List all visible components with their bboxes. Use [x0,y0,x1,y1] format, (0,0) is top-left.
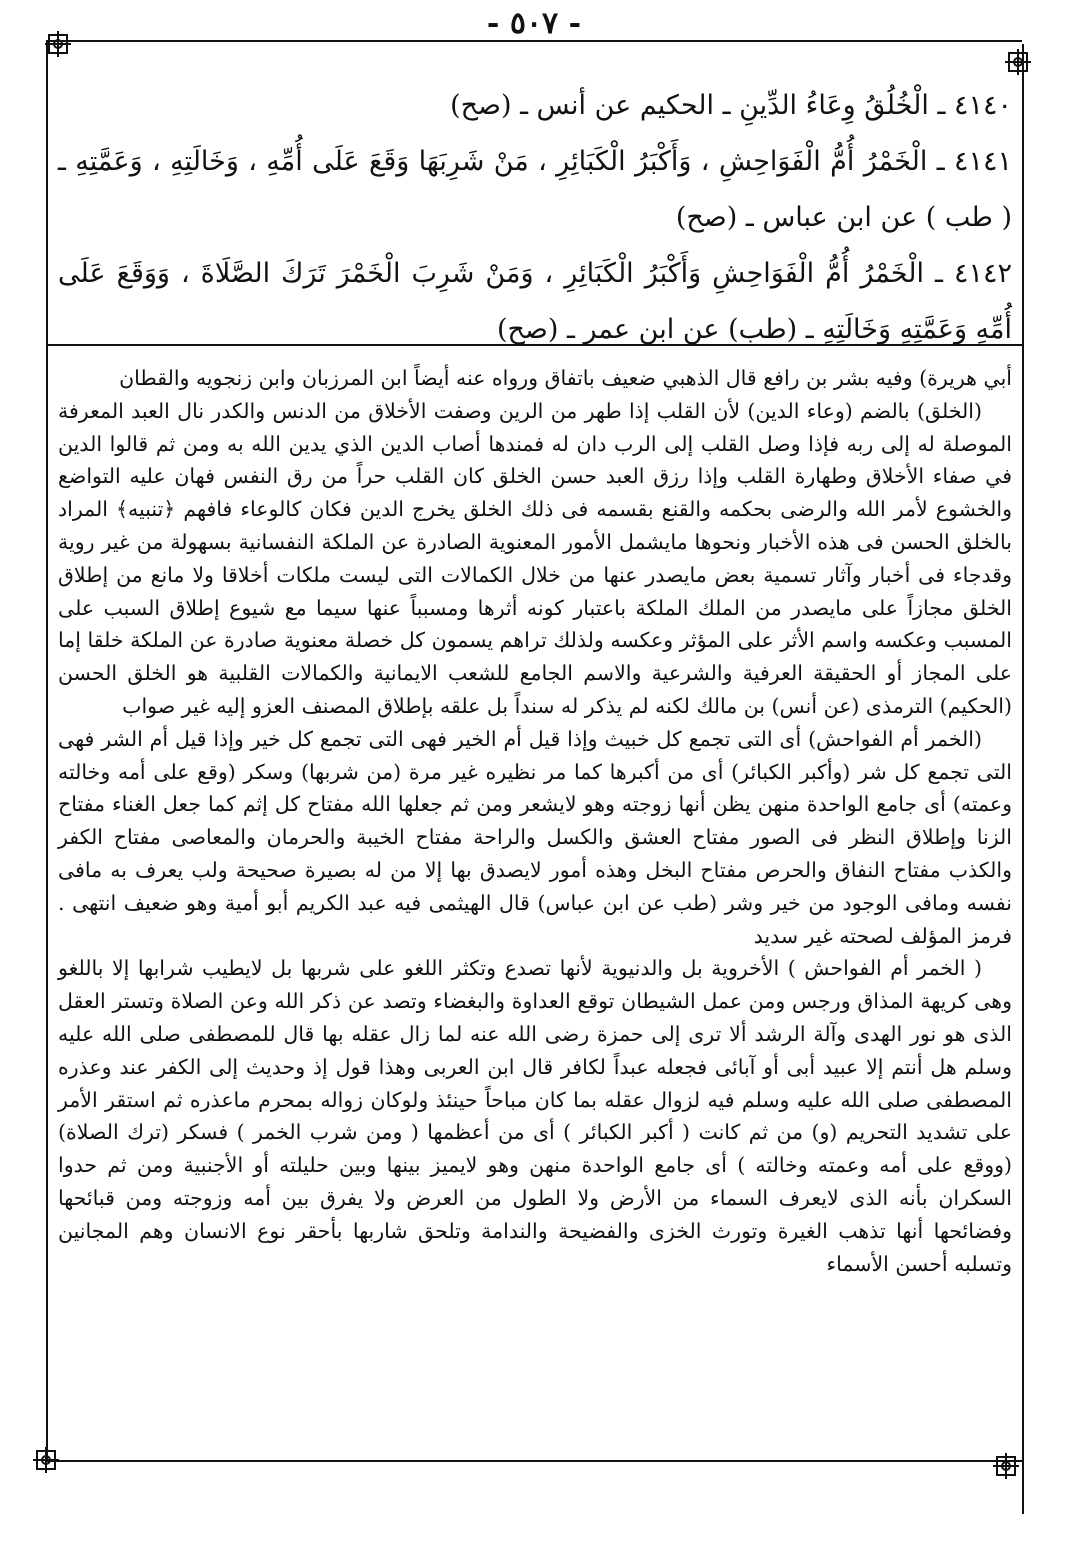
commentary-paragraph: (الخمر أم الفواحش) أى التى تجمع كل خبيث وإذا قيل أم الخير فهى التى تجمع كل خير وإذا قيل أم الشر فهى التى تجمع كل شر (وأكبر الكبائر) أى من أكبرها كما مر نظيره غير مرة (من شربها) وسكر (وقع على أمه وخالته وعمته) أى جامع الواحدة منهن يظن أنها زوجته وهو لايشعر ومن ثم جعلها الله مفتاح كل إثم كما جعل الغناء مفتاح الزنا وإطلاق النظر فى الصور مفتاح العشق والكسل والراحة مفتاح الخيبة والحرمان والمعاصى مفتاح الكفر والكذب مفتاح النفاق والحرص مفتاح البخل وهذه أمور لايصدق بها إلا من له بصيرة صحيحة ولب يعرف به مافى نفسه ومافى الوجود من خير وشر (طب عن ابن عباس) قال الهيثمى فيه عبد الكريم أبو أمية وهو ضعيف انتهى . فرمز المؤلف لصحته غير سديد [58,726,1012,948]
corner-ornament-icon [44,30,72,58]
frame-left-border [46,40,48,1460]
corner-ornament-icon [992,1452,1020,1480]
commentary-paragraph: (الخلق) بالضم (وعاء الدين) لأن القلب إذا طهر من الرين وصفت الأخلاق من الدنس والكدر نال العبد المعرفة الموصلة له إلى ربه فإذا وصل القلب إلى الرب دان له فمندها أصاب الدين الذي يدين الله به ومن ثم قالوا الدين في صفاء الأخلاق وطهارة القلب وإذا رزق العبد حسن الخلق كان القلب حراً من رق النفس فهان عليه التواضع والخشوع لأمر الله والرضى بحكمه والقنع بقسمه فى ذلك الخلق يخرج الدين فكان كالوعاء فافهم ﴿تنبيه﴾ المراد بالخلق الحسن فى هذه الأخبار ونحوها مايشمل الأمور المعنوية الصادرة عن الملكة النفسانية بسهولة من غير روية وقدجاء فى أخبار وآثار تسمية بعض مايصدر عنها من خلال الكمالات التى ليست ملكات أخلاقا ولا مانع من إطلاق الخلق مجازاً على مايصدر من الملك الملكة باعتبار كونه أثرها ومسبباً عنها سيما مع شيوع إطلاق السبب على المسبب وعكسه واسم الأثر على المؤثر وعكسه ولذلك تراهم يسمون كل خصلة معنوية صادرة عن الملكة خلقا إما على المجاز أو الحقيقة العرفية والشرعية والاسم الجامع للشعب الايمانية والكمالات القلبية هو الخلق الحسن (الحكيم) الترمذى (عن أنس) بن مالك لكنه لم يذكر له سنداً بل علقه بإطلاق المصنف العزو إليه غير صواب [58,398,1012,718]
hadith-4141: ٤١٤١ ـ الْخَمْرُ أُمُّ الْفَوَاحِشِ ، وَأَكْبَرُ الْكَبَائِرِ ، مَنْ شَرِبَهَا وَقَعَ عَلَى أُمِّهِ ، وَخَالَتِهِ ، وَعَمَّتِهِ ـ ( طب ) عن ابن عباس ـ (صح) [58,146,1012,233]
commentary-paragraph: ( الخمر أم الفواحش ) الأخروية بل والدنيوية لأنها تصدع وتكثر اللغو على شربها بل لايطيب شرابها إلا باللغو وهى كريهة المذاق ورجس ومن عمل الشيطان توقع العداوة والبغضاء وتصد عن ذكر الله وعن الصلاة وتستر العقل الذى هو نور الهدى وآلة الرشد ألا ترى إلى حمزة رضى الله عنه لما زال عقله بها قال للمصطفى صلى الله عليه وسلم هل أنتم إلا عبيد أبى أو آبائى فجعله عبداً لكافر قال ابن العربى وهذا قول إذ وحديث إلى الكفر عند وعذره المصطفى صلى الله عليه وسلم فيه لزوال عقله بما كان مباحاً حينئذ ولوكان زواله بمحرم ماعذره ثم استقر الأمر على تشديد التحريم (و) من ثم كانت ( أكبر الكبائر ) أى من أعظمها ( ومن شرب الخمر ) فسكر (ترك الصلاة) (ووقع على أمه وعمته وخالته ) أى جامع الواحدة منهن وهو لايميز بينها وبين حليلته أو الأجنبية ومن ثم حدوا السكران بأنه الذى لايعرف السماء من الأرض ولا الطول من العرض ولا يفرق بين أمه وزوجته ومن قبائحها وفضائحها أنها تذهب الغيرة وتورث الخزى والفضيحة والندامة وتلحق شاربها بأحقر نوع الانسان وهم المجانين وتسلبه أحسن الأسماء [58,956,1012,1276]
corner-ornament-icon [32,1446,60,1474]
commentary-paragraph: أبي هريرة) وفيه بشر بن رافع قال الذهبي ضعيف باتفاق ورواه عنه أيضاً ابن المرزبان وابن زنجويه والقطان [119,366,1012,390]
hadith-section [58,78,1012,358]
section-divider [46,344,1024,346]
frame-top-border [46,40,1022,42]
corner-ornament-icon [1004,48,1032,76]
frame-right-border [1022,44,1024,1514]
hadith-4142: ٤١٤٢ ـ الْخَمْرُ أُمُّ الْفَوَاحِشِ وَأَكْبَرُ الْكَبَائِرِ ، وَمَنْ شَرِبَ الْخَمْرَ تَرَكَ الصَّلَاةَ ، وَوَقَعَ عَلَى أُمِّهِ وَعَمَّتِهِ وَخَالَتِهِ ـ (طب) عن ابن عمر ـ (صح) [58,258,1012,345]
frame-bottom-border [46,1460,1022,1462]
page-number: - ٥٠٧ - [486,6,582,41]
hadith-4140: ٤١٤٠ ـ الْخُلُقُ وِعَاءُ الدِّينِ ـ الحكيم عن أنس ـ (صح) [450,90,1012,121]
commentary-section [58,362,1012,1280]
